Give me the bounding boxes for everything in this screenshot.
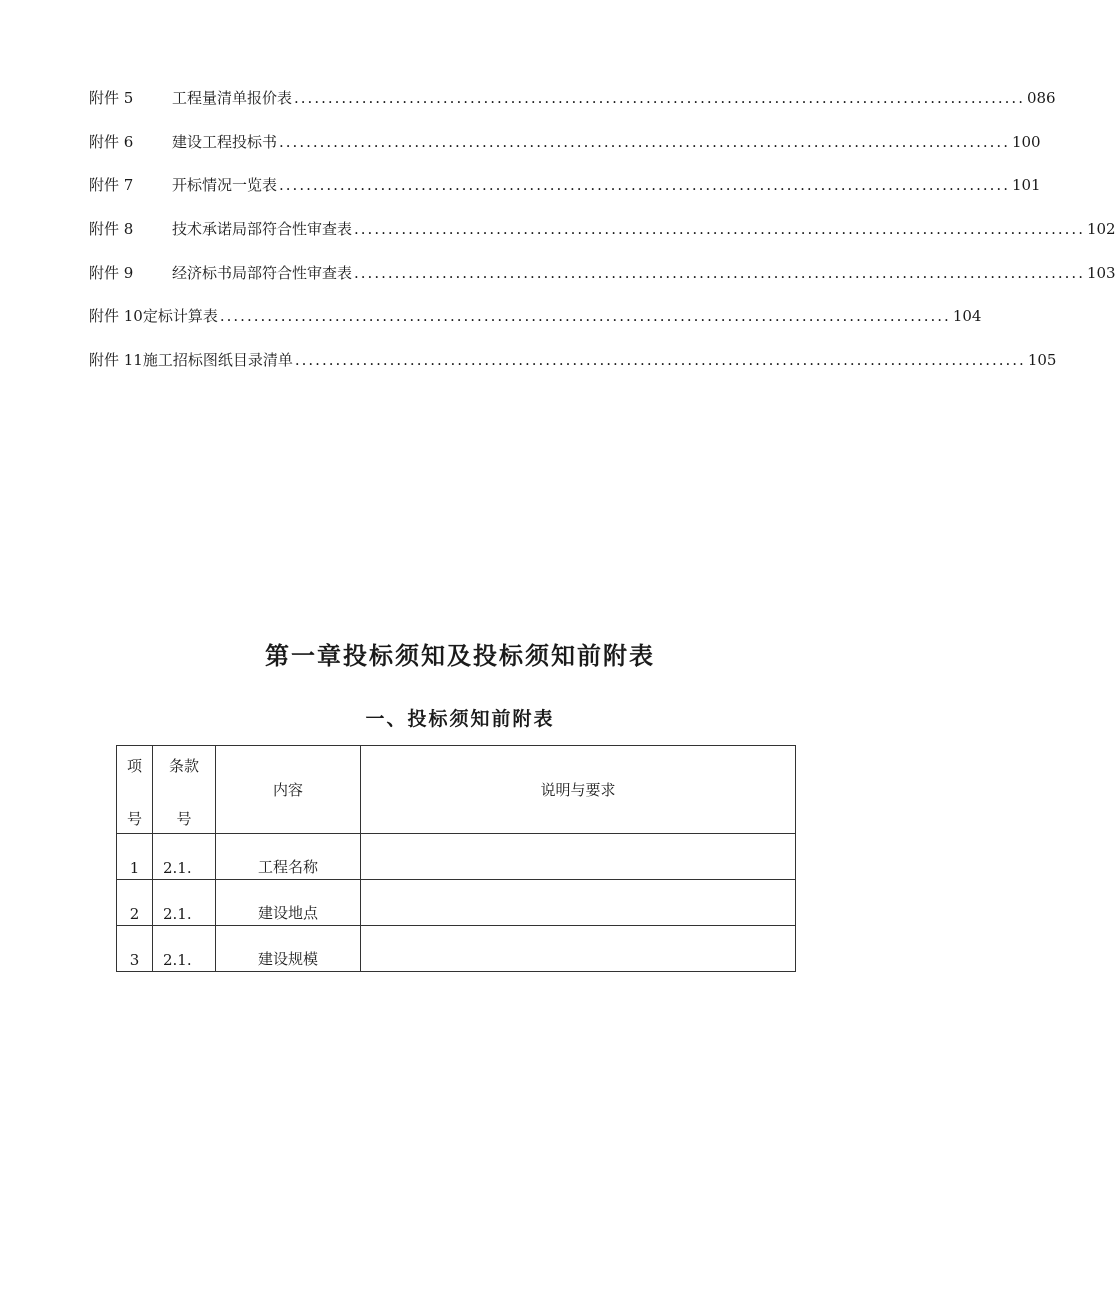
table-header-row: [117, 746, 796, 834]
toc-entry-title: 建设工程投标书: [172, 132, 278, 151]
toc-entry-page: 103: [1086, 263, 1116, 282]
pre-attachment-table: [116, 745, 796, 972]
row-clause-no: 2.1.: [153, 880, 216, 926]
header-clause-no-top: 条款: [168, 757, 199, 775]
header-clause-no-bottom: 号: [176, 810, 192, 828]
toc-entry[interactable]: [89, 261, 1116, 305]
row-content: 建设规模: [216, 926, 361, 972]
toc-entry-title: 开标情况一览表: [172, 176, 278, 195]
table-row: [117, 880, 796, 926]
header-clause-no: [153, 746, 216, 834]
toc-entry[interactable]: [89, 348, 1057, 392]
toc-entry-title: 工程量清单报价表: [172, 89, 293, 107]
toc-entry-title: 技术承诺局部符合性审查表: [172, 220, 353, 239]
row-content: 工程名称: [216, 834, 361, 880]
header-item-no: [117, 746, 153, 834]
toc-entry[interactable]: [89, 304, 982, 348]
toc-entry-page: 102: [1086, 220, 1116, 239]
toc-entry-title: 施工招标图纸目录清单: [142, 351, 293, 370]
toc-entry-label: 附件 9: [89, 263, 134, 282]
toc-entry-title: 经济标书局部符合性审查表: [172, 263, 353, 282]
row-description[interactable]: [361, 880, 796, 926]
toc-entry-label: 附件 7: [89, 176, 134, 195]
toc-leader-dots: ............................................................................................................: [279, 132, 1010, 151]
row-description[interactable]: [361, 926, 796, 972]
header-content: 内容: [216, 746, 361, 834]
table-row: [117, 834, 796, 880]
row-description[interactable]: [361, 834, 796, 880]
toc-entry-page: 100: [1011, 132, 1041, 151]
toc-entry-label: 附件 5: [89, 89, 134, 107]
toc-entry-page: 101: [1011, 176, 1041, 195]
row-content: 建设地点: [216, 880, 361, 926]
row-clause-no: 2.1.: [153, 926, 216, 972]
toc-entry[interactable]: [89, 217, 1116, 261]
toc-entry-label: 附件 6: [89, 132, 134, 151]
toc-list: [89, 86, 1116, 392]
toc-entry-label: 附件 11: [89, 351, 143, 370]
toc-entry-label: 附件 8: [89, 220, 134, 239]
toc-leader-dots: ............................................................................................................: [279, 176, 1010, 195]
toc-entry-label: 附件 10: [89, 307, 143, 326]
toc-entry[interactable]: [89, 130, 1041, 174]
toc-leader-dots: ............................................................................................................: [354, 263, 1085, 282]
header-item-no-bottom: 号: [126, 810, 142, 828]
toc-leader-dots: ............................................................................................................: [294, 351, 1026, 370]
toc-entry[interactable]: [89, 173, 1041, 217]
toc-entry-page: 104: [952, 307, 982, 326]
row-item-no: 1: [117, 834, 153, 880]
toc-entry[interactable]: [89, 86, 1056, 130]
toc-leader-dots: ............................................................................................................: [294, 89, 1025, 107]
section-title: 一、投标须知前附表: [365, 708, 555, 730]
toc-entry-page: 105: [1027, 351, 1057, 370]
toc-entry-title: 定标计算表: [142, 307, 218, 326]
row-item-no: 3: [117, 926, 153, 972]
header-item-no-top: 项: [126, 757, 142, 775]
toc-leader-dots: ............................................................................................................: [219, 307, 951, 326]
toc-entry-page: 086: [1026, 89, 1056, 107]
row-item-no: 2: [117, 880, 153, 926]
header-description: 说明与要求: [361, 746, 796, 834]
toc-leader-dots: ............................................................................................................: [354, 220, 1085, 239]
table-row: [117, 926, 796, 972]
row-clause-no: 2.1.: [153, 834, 216, 880]
chapter-title: 第一章投标须知及投标须知前附表: [265, 641, 655, 670]
